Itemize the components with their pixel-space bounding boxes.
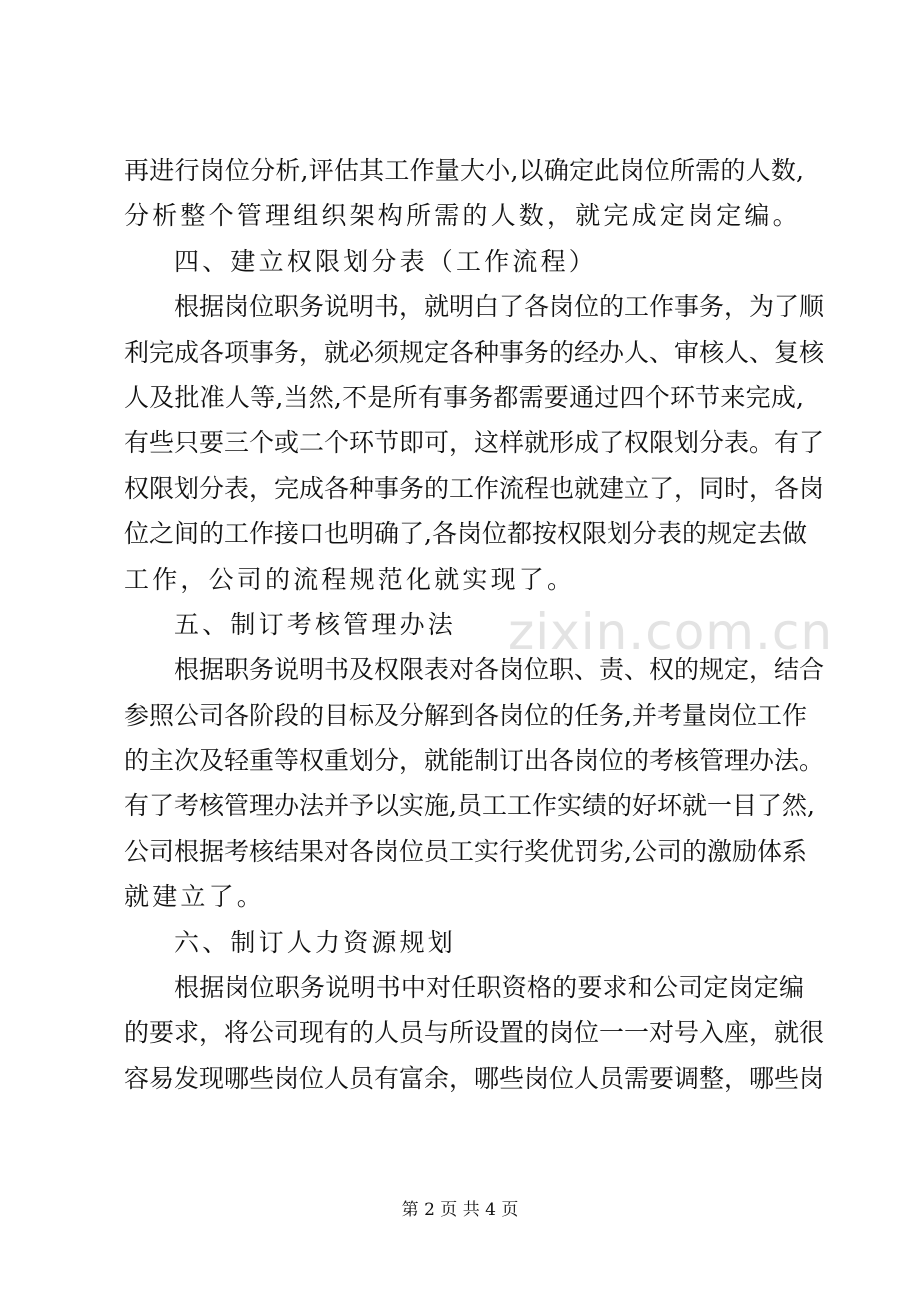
paragraph-line: 工作，公司的流程规范化就实现了。	[124, 564, 576, 594]
paragraph-line: 的要求，将公司现有的人员与所设置的岗位一一对号入座，就很	[124, 1018, 825, 1048]
paragraph-line: 权限划分表，完成各种事务的工作流程也就建立了，同时，各岗	[124, 473, 825, 503]
paragraph-line: 根据岗位职务说明书中对任职资格的要求和公司定岗定编	[174, 973, 804, 1003]
paragraph-line: 参照公司各阶段的目标及分解到各岗位的任务,并考量岗位工作	[124, 700, 807, 730]
paragraph-line: 有了考核管理办法并予以实施,员工工作实绩的好坏就一目了然,	[124, 791, 815, 821]
paragraph-line: 根据职务说明书及权限表对各岗位职、责、权的规定，结合	[174, 655, 825, 685]
paragraph-line: 利完成各项事务，就必须规定各种事务的经办人、审核人、复核	[124, 337, 825, 367]
section-heading: 四、建立权限划分表（工作流程）	[174, 246, 598, 276]
paragraph-line: 就建立了。	[124, 882, 266, 912]
paragraph-line: 分析整个管理组织架构所需的人数，就完成定岗定编。	[124, 201, 801, 231]
page-number-footer: 第 2 页 共 4 页	[401, 1200, 519, 1220]
section-heading: 五、制订考核管理办法	[174, 609, 457, 639]
paragraph-line: 根据岗位职务说明书，就明白了各岗位的工作事务，为了顺	[174, 292, 825, 322]
paragraph-line: 人及批准人等,当然,不是所有事务都需要通过四个环节来完成,	[124, 382, 804, 412]
paragraph-line: 再进行岗位分析,评估其工作量大小,以确定此岗位所需的人数,	[124, 156, 804, 185]
paragraph-line: 容易发现哪些岗位人员有富余，哪些岗位人员需要调整，哪些岗	[124, 1063, 825, 1093]
paragraph-line: 位之间的工作接口也明确了,各岗位都按权限划分表的规定去做	[124, 519, 807, 549]
section-heading: 六、制订人力资源规划	[174, 927, 457, 957]
paragraph-line: 的主次及轻重等权重划分，就能制订出各岗位的考核管理办法。	[124, 746, 825, 776]
paragraph-line: 公司根据考核结果对各岗位员工实行奖优罚劣,公司的激励体系	[124, 836, 807, 866]
paragraph-line: 有些只要三个或二个环节即可，这样就形成了权限划分表。有了	[124, 428, 825, 458]
watermark-text: zixin.com.cn	[508, 603, 834, 661]
